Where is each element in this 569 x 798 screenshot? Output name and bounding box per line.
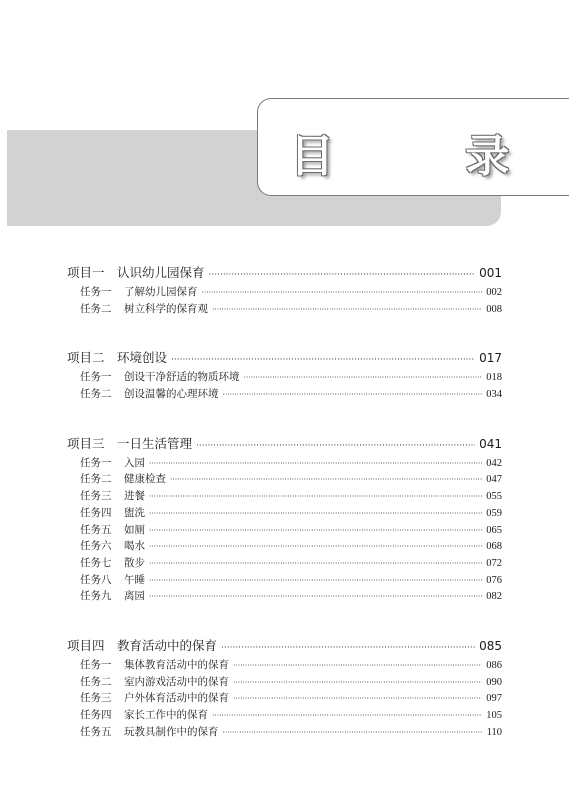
dot-leader [202,285,483,302]
task-title: 创设干净舒适的物质环境 [124,371,240,384]
project-row[interactable] [67,433,502,455]
project-row[interactable] [67,347,502,369]
dot-leader [149,456,482,473]
task-title: 离园 [124,590,145,603]
dot-leader [149,556,482,573]
task-page: 055 [486,491,502,503]
task-page: 002 [486,287,502,298]
dot-leader [149,573,482,590]
task-label: 任务一 [80,371,112,384]
task-label: 任务六 [80,540,112,553]
task-page: 076 [486,574,502,586]
dot-leader [233,658,482,675]
project-title: 环境创设 [117,350,168,366]
task-title: 集体教育活动中的保育 [124,658,229,671]
task-page: 042 [486,457,502,469]
task-row[interactable] [67,522,502,539]
dot-leader [212,302,482,319]
task-title: 入园 [124,456,145,469]
task-title: 创设温馨的心理环境 [124,388,219,401]
task-page: 097 [486,693,502,705]
dot-leader [233,691,482,708]
project-page: 017 [479,351,502,366]
task-page: 034 [486,389,502,401]
dot-leader [233,675,482,692]
task-row[interactable] [67,488,502,505]
task-label: 任务四 [80,709,112,721]
task-row[interactable] [67,588,502,605]
task-row[interactable] [67,455,502,472]
project-title: 一日生活管理 [117,435,193,451]
task-page: 047 [486,474,502,486]
task-row[interactable] [67,301,502,318]
task-label: 任务三 [80,490,112,503]
task-title: 家长工作中的保育 [124,709,208,721]
project-page: 085 [479,638,502,653]
task-page: 072 [486,557,502,569]
task-title: 散步 [124,556,145,569]
task-title: 室内游戏活动中的保育 [124,675,229,688]
project-section [67,635,502,740]
dot-leader [149,489,482,506]
task-label: 任务二 [80,388,112,401]
task-label: 任务一 [80,286,112,298]
project-title: 教育活动中的保育 [117,637,218,653]
task-row[interactable] [67,724,502,741]
task-page: 105 [486,710,502,721]
dot-leader [149,523,482,540]
table-of-contents [67,262,502,740]
project-page: 001 [479,266,502,280]
task-title: 如厕 [124,523,145,536]
dot-leader [196,435,475,457]
project-section [67,262,502,317]
dot-leader [149,539,482,556]
task-row[interactable] [67,555,502,572]
task-title: 午睡 [124,573,145,586]
dot-leader [244,370,483,387]
task-label: 任务二 [80,473,112,486]
task-title: 盥洗 [124,506,145,519]
task-row[interactable] [67,471,502,488]
task-title: 户外体育活动中的保育 [124,692,229,705]
task-label: 任务九 [80,590,112,603]
dot-leader [223,387,483,404]
task-row[interactable] [67,386,502,403]
dot-leader [223,725,483,742]
task-title: 玩教具制作中的保育 [124,725,219,738]
task-label: 任务三 [80,692,112,705]
project-label: 项目一 [67,265,105,280]
task-page: 065 [486,524,502,536]
task-label: 任务二 [80,302,112,315]
project-title: 认识幼儿园保育 [117,265,205,280]
task-row[interactable] [67,284,502,301]
project-row[interactable] [67,635,502,657]
dot-leader [209,264,476,286]
task-row[interactable] [67,369,502,386]
task-row[interactable] [67,707,502,724]
task-label: 任务五 [80,725,112,738]
task-label: 任务八 [80,573,112,586]
task-page: 059 [486,507,502,519]
dot-leader [221,637,475,659]
project-section [67,347,502,402]
task-title: 健康检查 [124,473,166,486]
task-row[interactable] [67,538,502,555]
dot-leader [149,506,482,523]
project-label: 项目二 [67,350,105,366]
dot-leader [149,589,482,606]
task-page: 068 [486,541,502,553]
task-row[interactable] [67,674,502,691]
task-label: 任务二 [80,675,112,688]
task-page: 082 [486,591,502,603]
task-row[interactable] [67,657,502,674]
task-label: 任务四 [80,506,112,519]
task-row[interactable] [67,505,502,522]
project-row[interactable] [67,262,502,284]
task-row[interactable] [67,572,502,589]
task-page: 110 [486,726,502,738]
project-section [67,433,502,605]
task-page: 086 [486,659,502,671]
task-page: 008 [486,303,502,315]
task-page: 018 [486,372,502,384]
task-label: 任务一 [80,658,112,671]
task-row[interactable] [67,690,502,707]
dot-leader [170,472,482,489]
project-label: 项目四 [67,637,105,653]
dot-leader [212,708,482,725]
task-page: 090 [486,676,502,688]
task-title: 了解幼儿园保育 [124,286,198,298]
dot-leader [171,349,475,371]
page-title: 目 录 [290,131,568,182]
project-page: 041 [479,436,502,451]
task-label: 任务五 [80,523,112,536]
task-title: 进餐 [124,490,145,503]
project-label: 项目三 [67,435,105,451]
task-label: 任务七 [80,556,112,569]
task-title: 树立科学的保育观 [124,302,208,315]
task-label: 任务一 [80,456,112,469]
task-title: 喝水 [124,540,145,553]
